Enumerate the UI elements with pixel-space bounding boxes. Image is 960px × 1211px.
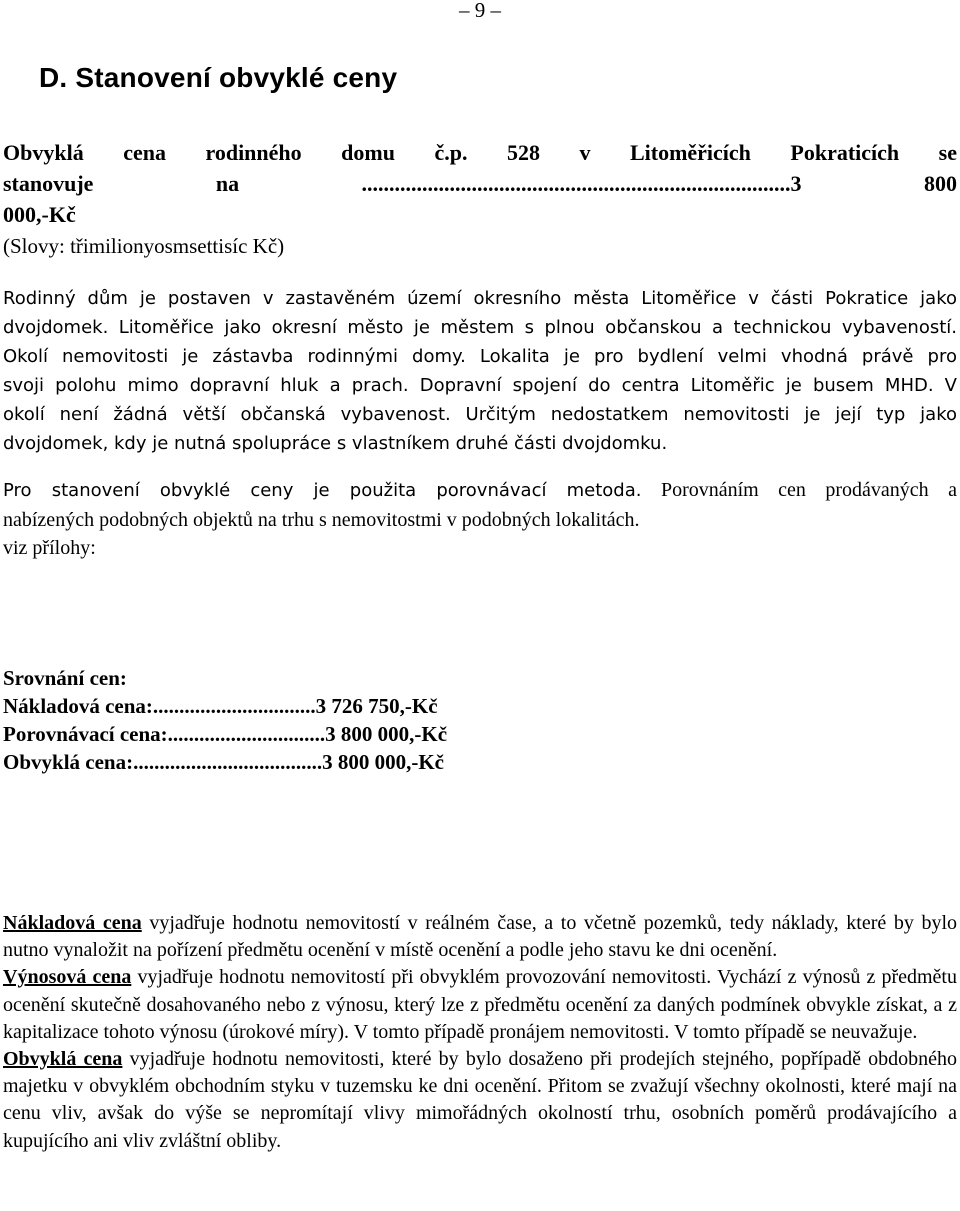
- comparison-title: Srovnání cen:: [3, 666, 127, 690]
- description-line-5: [3, 400, 957, 430]
- valuation-method: [3, 476, 957, 563]
- description-line-4: svoji polohu mimo dopravní hluk a prach. Dopravní spojení do centra Litoměřic je busem MHD. V: [3, 374, 957, 396]
- comparison-row-usual: Obvyklá cena:....................................3 800 000,-Kč: [3, 750, 444, 774]
- price-definitions: [3, 910, 957, 1155]
- price-statement-line-2: stanovuje na ..............................................................................3 800: [3, 171, 957, 196]
- definition-yield-text: vyjadřuje hodnotu nemovitostí při obvyklém provozování nemovitosti. Vychází z výnosů z předmětu ocenění skutečně dosahovaného nebo z výnosu, který lze z předmětu ocenění za daných podmínek obvykle získat, a z kapitalizace tohoto výnosu (úrokové míry). V tomto případě pronájem nemovitosti. V tomto případě se neuvažuje.: [3, 966, 957, 1043]
- property-description: [3, 285, 957, 458]
- price-comparison: [3, 664, 957, 776]
- price-statement-line-3: 000,-Kč: [3, 202, 76, 227]
- method-line-3: viz přílohy:: [3, 537, 96, 559]
- price-statement: [3, 137, 957, 230]
- term-usual-price: Obvyklá cena: [3, 1048, 123, 1071]
- method-line-2: nabízených podobných objektů na trhu s nemovitostmi v podobných lokalitách.: [3, 508, 640, 531]
- definition-cost-text: vyjadřuje hodnotu nemovitostí v reálném čase, a to včetně pozemků, tedy náklady, které by bylo nutno vynaložit na pořízení předmětu ocenění v místě ocenění a podle jeho stavu ke dni ocenění.: [3, 912, 958, 962]
- comparison-row-cost: Nákladová cena:...............................3 726 750,-Kč: [3, 694, 438, 718]
- description-line-3b: Lokalita je pro bydlení velmi vhodná právě pro: [465, 346, 957, 367]
- section-heading: D. Stanovení obvyklé ceny: [39, 62, 398, 93]
- description-line-5a: okolí není žádná větší občanská vybavenost: [3, 404, 445, 425]
- description-line-3: [3, 342, 957, 372]
- price-in-words: (Slovy: třimilionyosmsettisíc Kč): [3, 234, 285, 258]
- method-line-1a: Pro stanovení obvyklé ceny je použita porovnávací metoda.: [3, 480, 642, 501]
- method-line-1: [3, 476, 957, 506]
- description-line-5b: . Určitým nedostatkem nemovitosti je její typ jako: [445, 404, 957, 425]
- price-statement-line-1: Obvyklá cena rodinného domu č.p. 528 v Litoměřicích Pokraticích se: [3, 140, 957, 165]
- description-line-1: Rodinný dům je postaven v zastavěném území okresního města Litoměřice v části Pokratice jako: [3, 288, 957, 309]
- description-line-2: dvojdomek. Litoměřice jako okresní město je městem s plnou občanskou a technickou vybaveností.: [3, 316, 957, 338]
- description-line-6: dvojdomek, kdy je nutná spolupráce s vlastníkem druhé části dvojdomku.: [3, 432, 668, 454]
- comparison-row-comparative: Porovnávací cena:..............................3 800 000,-Kč: [3, 722, 448, 746]
- term-cost-price: Nákladová cena: [3, 912, 142, 934]
- term-yield-price: Výnosová cena: [3, 966, 132, 989]
- definition-usual-price: [3, 1046, 957, 1155]
- description-line-3a: Okolí nemovitosti je zástavba rodinnými domy.: [3, 346, 466, 367]
- definition-cost-price: [3, 910, 957, 964]
- method-line-1b: Porovnáním cen prodávaných a: [641, 479, 957, 501]
- page-number: – 9 –: [459, 0, 501, 22]
- definition-usual-text: vyjadřuje hodnotu nemovitosti, které by bylo dosaženo při prodejích stejného, popřípadě obdobného majetku v obvyklém obchodním styku v tuzemsku ke dni ocenění. Přitom se zvažují všechny okolnosti, které mají na cenu vliv, avšak do výše se nepromítají vlivy mimořádných okolností trhu, osobních poměrů prodávajícího a kupujícího ani vliv zvláštní obliby.: [3, 1048, 957, 1152]
- definition-yield-price: [3, 964, 957, 1046]
